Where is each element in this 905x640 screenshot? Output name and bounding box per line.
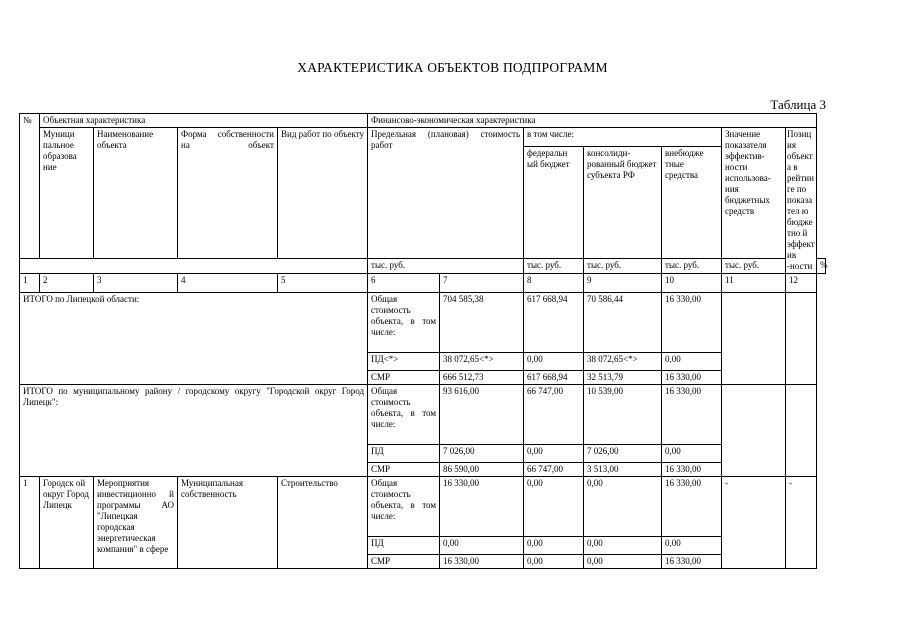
table-row xyxy=(20,477,826,537)
offbudget-header: внебюдже тные средства xyxy=(662,147,722,259)
total-cost: 666 512,73 xyxy=(440,371,524,385)
cost-type: ПД xyxy=(368,445,440,463)
max-cost-header: Предельная (плановая) стоимость работ xyxy=(368,128,524,259)
section-label: ИТОГО по муниципальному району / городскому округу "Городской округ Город Липецк": xyxy=(20,385,368,477)
unit-cost: тыс. руб. xyxy=(368,258,524,273)
federal-value: 66 747,00 xyxy=(524,463,584,477)
unit-offbudget: тыс. руб. xyxy=(662,258,722,273)
consolidated-value: 10 539,00 xyxy=(584,385,662,445)
characteristics-table xyxy=(19,113,826,569)
federal-value: 0,00 xyxy=(524,555,584,569)
federal-value: 0,00 xyxy=(524,445,584,463)
federal-value: 0,00 xyxy=(524,353,584,371)
table-row xyxy=(20,385,826,445)
col-number: 6 xyxy=(368,274,440,293)
consolidated-value: 7 026,00 xyxy=(584,445,662,463)
table-row xyxy=(20,293,826,353)
unit-federal: тыс. руб. xyxy=(524,258,584,273)
cost-type: Общая стоимость объекта, в том числе: xyxy=(368,293,440,353)
cost-type: СМР xyxy=(368,555,440,569)
col-number: 12 xyxy=(786,274,817,293)
object-char-header: Объектная характеристика xyxy=(40,114,368,128)
col-number: 3 xyxy=(94,274,178,293)
work-type-header: Вид работ по объекту xyxy=(278,128,368,259)
federal-value: 66 747,00 xyxy=(524,385,584,445)
offbudget-value: 16 330,00 xyxy=(662,555,722,569)
object-position: - xyxy=(786,477,817,569)
num-header: № xyxy=(20,114,40,259)
municipality-header: Муници пальное образова ние xyxy=(40,128,94,259)
offbudget-value: 0,00 xyxy=(662,537,722,555)
cost-type: Общая стоимость объекта, в том числе: xyxy=(368,477,440,537)
federal-header: федеральн ый бюджет xyxy=(524,147,584,259)
efficiency-header: Значение показателя эффектив- ности использова- ния бюджетных средств xyxy=(722,128,786,259)
object-name-header: Наименование объекта xyxy=(94,128,178,259)
cost-type: СМР xyxy=(368,463,440,477)
consolidated-value: 38 072,65<*> xyxy=(584,353,662,371)
consolidated-value: 3 513,00 xyxy=(584,463,662,477)
cost-type: ПД<*> xyxy=(368,353,440,371)
offbudget-value: 16 330,00 xyxy=(662,477,722,537)
offbudget-value: 16 330,00 xyxy=(662,385,722,445)
unit-position: % xyxy=(817,258,826,273)
offbudget-value: 16 330,00 xyxy=(662,463,722,477)
col-number: 7 xyxy=(440,274,524,293)
consolidated-value: 0,00 xyxy=(584,555,662,569)
table-label: Таблица 3 xyxy=(770,97,826,112)
col-number: 10 xyxy=(662,274,722,293)
federal-value: 617 668,94 xyxy=(524,293,584,353)
object-work-type: Строительство xyxy=(278,477,368,569)
consolidated-value: 32 513,79 xyxy=(584,371,662,385)
col-number: 5 xyxy=(278,274,368,293)
unit-efficiency: тыс. руб. xyxy=(722,258,786,273)
consolidated-value: 0,00 xyxy=(584,537,662,555)
cost-type: Общая стоимость объекта, в том числе: xyxy=(368,385,440,445)
col-number: 11 xyxy=(722,274,786,293)
section-label: ИТОГО по Липецкой области: xyxy=(20,293,368,385)
position-header: Позиция объекта в рейтинге по показател ю бюджетно й эффектив -ности xyxy=(786,128,817,274)
col-number: 2 xyxy=(40,274,94,293)
total-cost: 0,00 xyxy=(440,537,524,555)
col-number: 4 xyxy=(178,274,278,293)
cost-type: СМР xyxy=(368,371,440,385)
total-cost: 38 072,65<*> xyxy=(440,353,524,371)
fin-char-header: Финансово-экономическая характеристика xyxy=(368,114,817,128)
col-number: 1 xyxy=(20,274,40,293)
consolidated-value: 0,00 xyxy=(584,477,662,537)
object-municipality: Городск ой округ Город Липецк xyxy=(40,477,94,569)
col-number: 9 xyxy=(584,274,662,293)
total-cost: 16 330,00 xyxy=(440,477,524,537)
offbudget-value: 16 330,00 xyxy=(662,371,722,385)
unit-consolidated: тыс. руб. xyxy=(584,258,662,273)
total-cost: 704 585,38 xyxy=(440,293,524,353)
object-num: 1 xyxy=(20,477,40,569)
page-title: ХАРАКТЕРИСТИКА ОБЪЕКТОВ ПОДПРОГРАММ xyxy=(297,60,608,75)
cost-type: ПД xyxy=(368,537,440,555)
offbudget-value: 16 330,00 xyxy=(662,293,722,353)
total-cost: 7 026,00 xyxy=(440,445,524,463)
total-cost: 93 616,00 xyxy=(440,385,524,445)
total-cost: 16 330,00 xyxy=(440,555,524,569)
federal-value: 0,00 xyxy=(524,477,584,537)
federal-value: 617 668,94 xyxy=(524,371,584,385)
consolidated-value: 70 586,44 xyxy=(584,293,662,353)
col-number: 8 xyxy=(524,274,584,293)
object-ownership: Муниципальная собственность xyxy=(178,477,278,569)
consolidated-header: консолиди- рованный бюджет субъекта РФ xyxy=(584,147,662,259)
ownership-header: Форма собственности на объект xyxy=(178,128,278,259)
object-name: Мероприятия инвестиционно й программы АО "Липецкая городская энергетическая компания" в сфере xyxy=(94,477,178,569)
object-efficiency: - xyxy=(722,477,786,569)
total-cost: 86 590,00 xyxy=(440,463,524,477)
federal-value: 0,00 xyxy=(524,537,584,555)
including-header: в том числе: xyxy=(524,128,722,147)
offbudget-value: 0,00 xyxy=(662,445,722,463)
offbudget-value: 0,00 xyxy=(662,353,722,371)
